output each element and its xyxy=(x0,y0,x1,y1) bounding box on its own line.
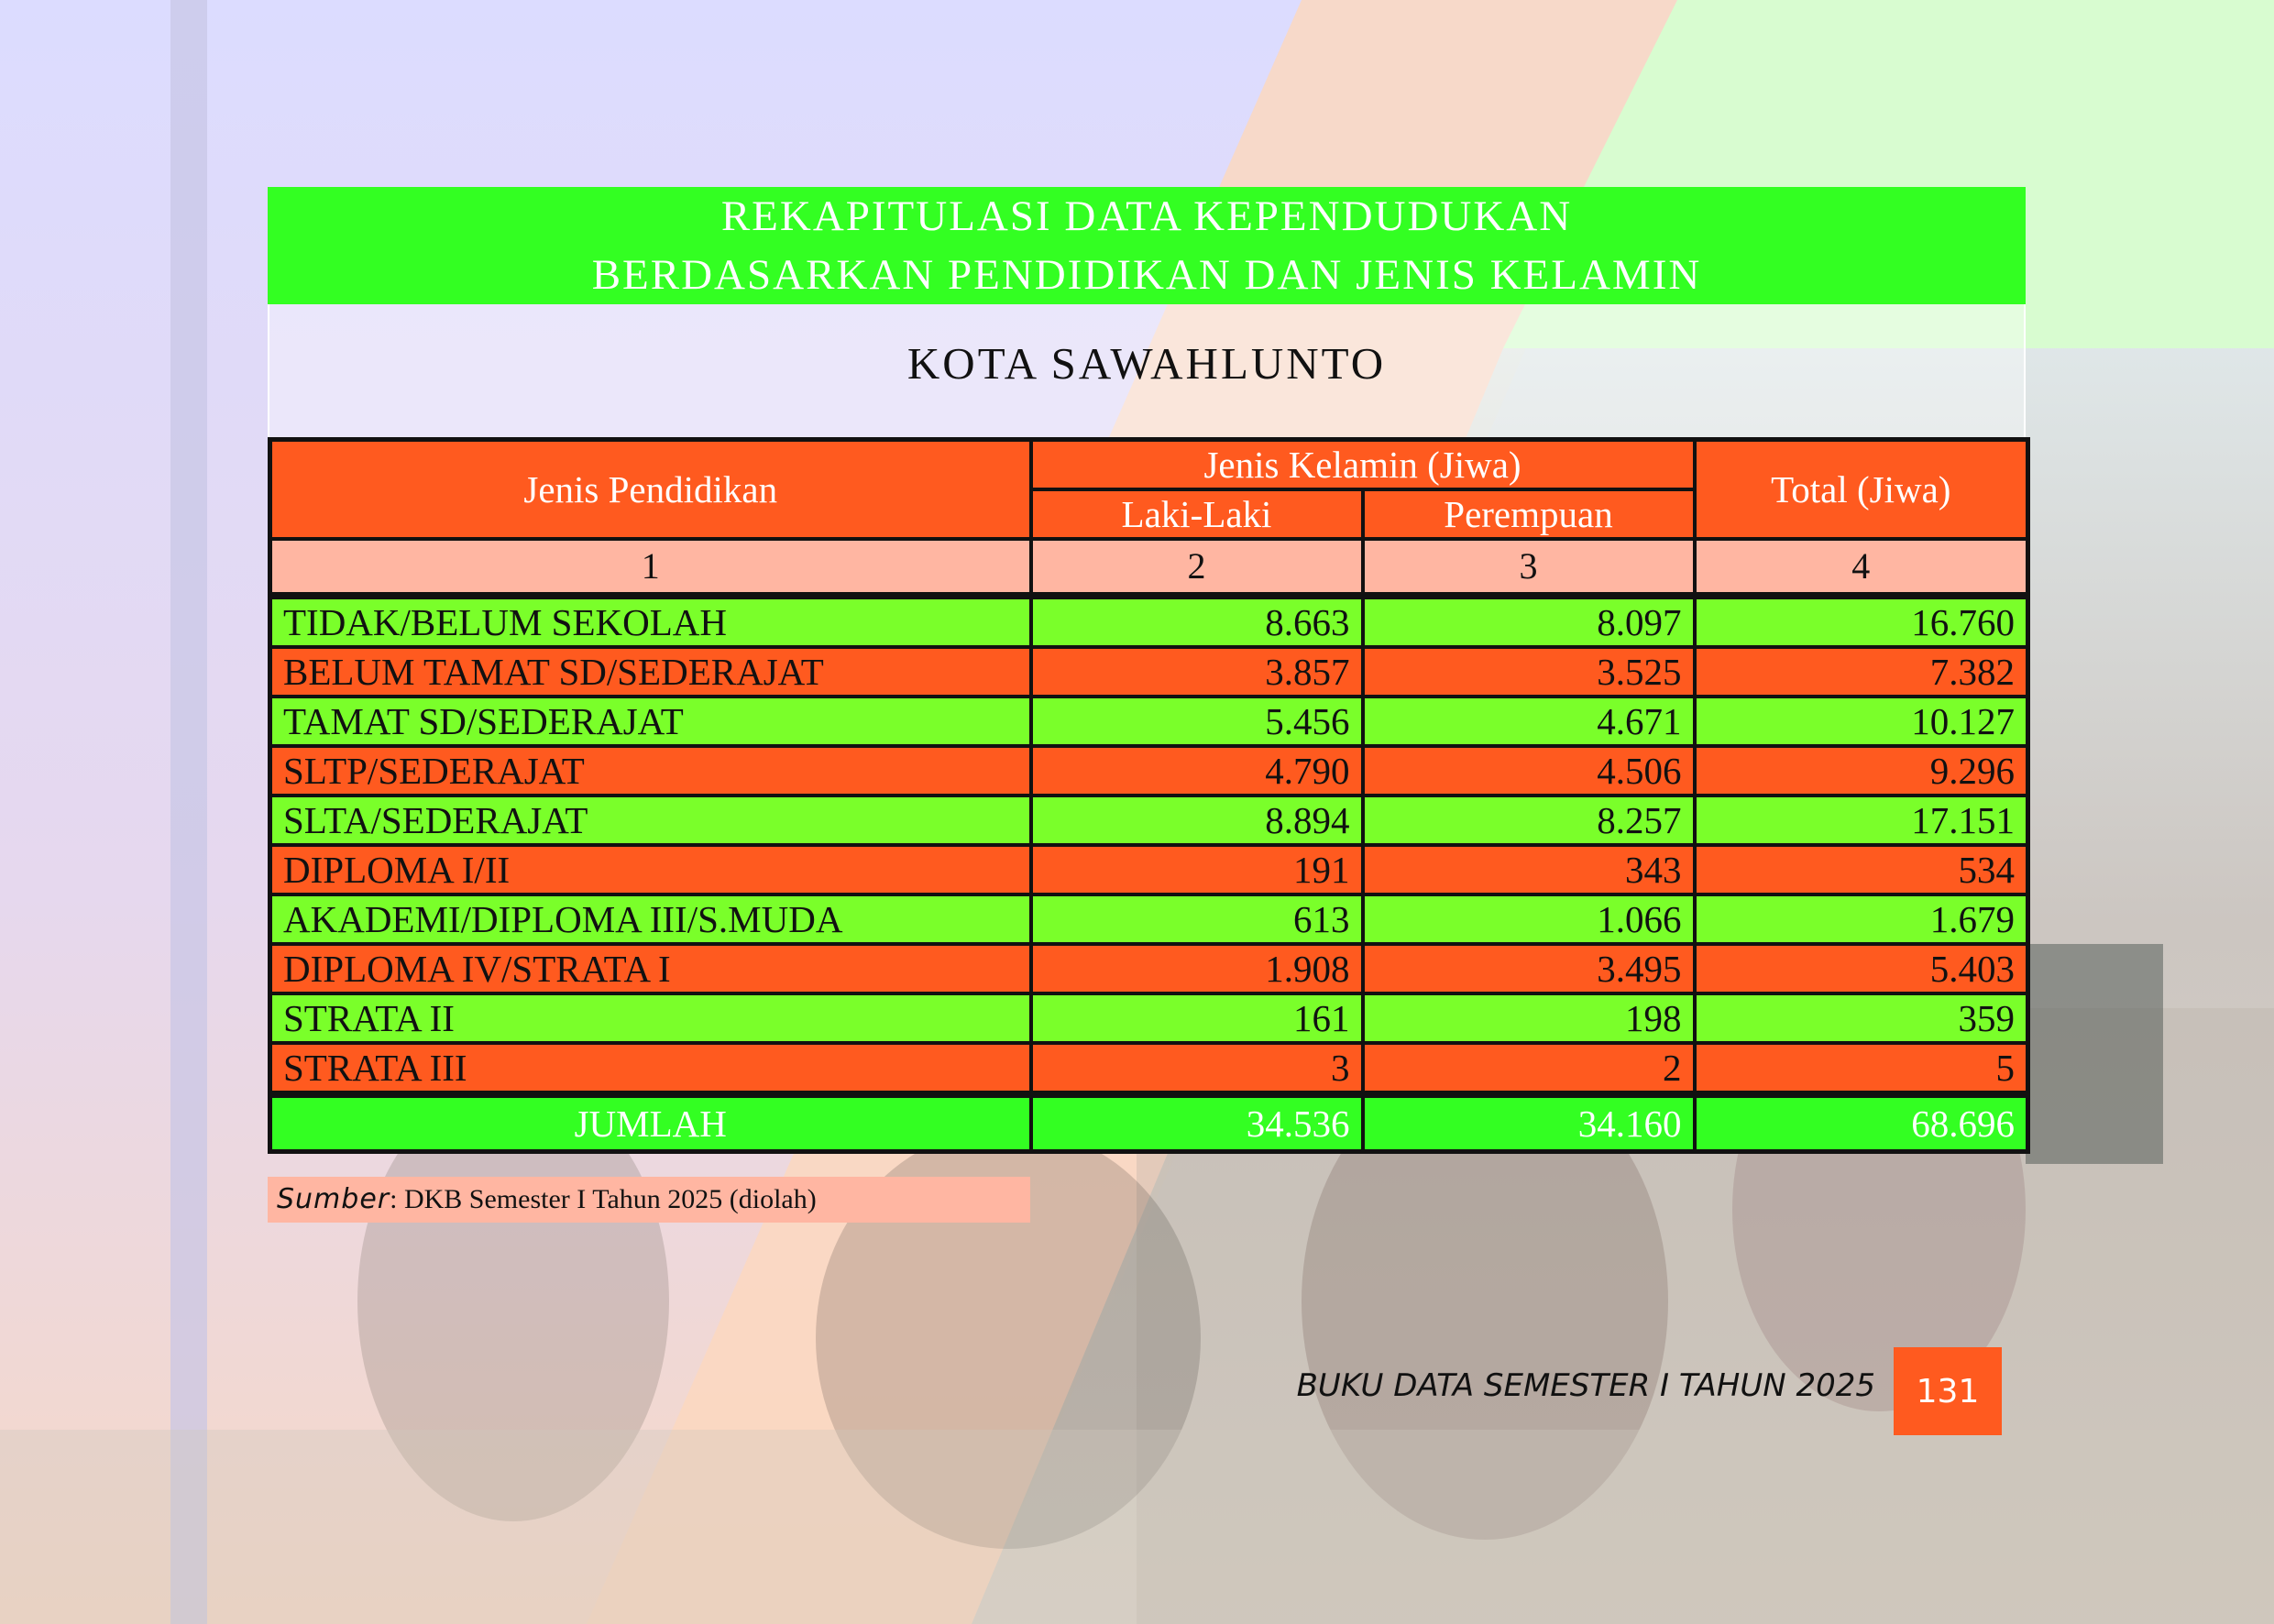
total-label: JUMLAH xyxy=(270,1096,1031,1152)
row-total: 17.151 xyxy=(1695,796,2028,845)
title-banner xyxy=(268,187,2026,304)
row-male: 8.894 xyxy=(1031,796,1363,845)
row-female: 8.257 xyxy=(1363,796,1695,845)
table-row xyxy=(270,993,2028,1043)
table-row xyxy=(270,894,2028,944)
table-header-row-1 xyxy=(270,440,2028,489)
row-total: 10.127 xyxy=(1695,697,2028,746)
row-female: 4.671 xyxy=(1363,697,1695,746)
row-total: 5 xyxy=(1695,1043,2028,1092)
column-number: 4 xyxy=(1695,539,2028,594)
row-label: SLTA/SEDERAJAT xyxy=(270,796,1031,845)
row-total: 534 xyxy=(1695,845,2028,894)
row-total: 1.679 xyxy=(1695,894,2028,944)
row-label: TIDAK/BELUM SEKOLAH xyxy=(270,598,1031,647)
total-all: 68.696 xyxy=(1695,1096,2028,1152)
row-male: 613 xyxy=(1031,894,1363,944)
header-gender-group: Jenis Kelamin (Jiwa) xyxy=(1031,440,1695,489)
row-male: 3.857 xyxy=(1031,647,1363,697)
source-text: : DKB Semester I Tahun 2025 (diolah) xyxy=(390,1184,817,1214)
row-label: AKADEMI/DIPLOMA III/S.MUDA xyxy=(270,894,1031,944)
header-total: Total (Jiwa) xyxy=(1695,440,2028,539)
row-label: STRATA II xyxy=(270,993,1031,1043)
row-total: 7.382 xyxy=(1695,647,2028,697)
table-row xyxy=(270,697,2028,746)
row-label: DIPLOMA IV/STRATA I xyxy=(270,944,1031,993)
education-gender-table xyxy=(268,437,2030,1154)
row-female: 3.525 xyxy=(1363,647,1695,697)
row-female: 2 xyxy=(1363,1043,1695,1092)
header-category: Jenis Pendidikan xyxy=(270,440,1031,539)
row-female: 343 xyxy=(1363,845,1695,894)
row-female: 4.506 xyxy=(1363,746,1695,796)
row-total: 9.296 xyxy=(1695,746,2028,796)
title-line-1: REKAPITULASI DATA KEPENDUDUKAN xyxy=(720,192,1573,240)
book-title: BUKU DATA SEMESTER I TAHUN 2025 xyxy=(1296,1367,1875,1404)
row-total: 359 xyxy=(1695,993,2028,1043)
region-title: KOTA SAWAHLUNTO xyxy=(906,338,1387,389)
row-female: 8.097 xyxy=(1363,598,1695,647)
source-note xyxy=(268,1177,1030,1223)
table-row xyxy=(270,746,2028,796)
table-row xyxy=(270,647,2028,697)
table-row xyxy=(270,796,2028,845)
row-label: BELUM TAMAT SD/SEDERAJAT xyxy=(270,647,1031,697)
column-number: 1 xyxy=(270,539,1031,594)
row-female: 1.066 xyxy=(1363,894,1695,944)
total-male: 34.536 xyxy=(1031,1096,1363,1152)
row-male: 1.908 xyxy=(1031,944,1363,993)
column-number-row xyxy=(270,539,2028,594)
row-male: 3 xyxy=(1031,1043,1363,1092)
table-row xyxy=(270,845,2028,894)
row-total: 5.403 xyxy=(1695,944,2028,993)
column-number: 2 xyxy=(1031,539,1363,594)
row-male: 191 xyxy=(1031,845,1363,894)
row-label: SLTP/SEDERAJAT xyxy=(270,746,1031,796)
row-label: DIPLOMA I/II xyxy=(270,845,1031,894)
row-female: 198 xyxy=(1363,993,1695,1043)
page-number: 131 xyxy=(1894,1347,2002,1435)
source-prefix: Sumber xyxy=(277,1183,390,1215)
row-male: 5.456 xyxy=(1031,697,1363,746)
row-male: 4.790 xyxy=(1031,746,1363,796)
table-row xyxy=(270,1043,2028,1092)
row-male: 8.663 xyxy=(1031,598,1363,647)
title-line-2: BERDASARKAN PENDIDIKAN DAN JENIS KELAMIN xyxy=(591,251,1702,299)
row-total: 16.760 xyxy=(1695,598,2028,647)
table-row xyxy=(270,598,2028,647)
header-female: Perempuan xyxy=(1363,489,1695,539)
total-row xyxy=(270,1096,2028,1152)
table-row xyxy=(270,944,2028,993)
row-male: 161 xyxy=(1031,993,1363,1043)
row-label: TAMAT SD/SEDERAJAT xyxy=(270,697,1031,746)
header-male: Laki-Laki xyxy=(1031,489,1363,539)
row-label: STRATA III xyxy=(270,1043,1031,1092)
total-female: 34.160 xyxy=(1363,1096,1695,1152)
column-number: 3 xyxy=(1363,539,1695,594)
row-female: 3.495 xyxy=(1363,944,1695,993)
